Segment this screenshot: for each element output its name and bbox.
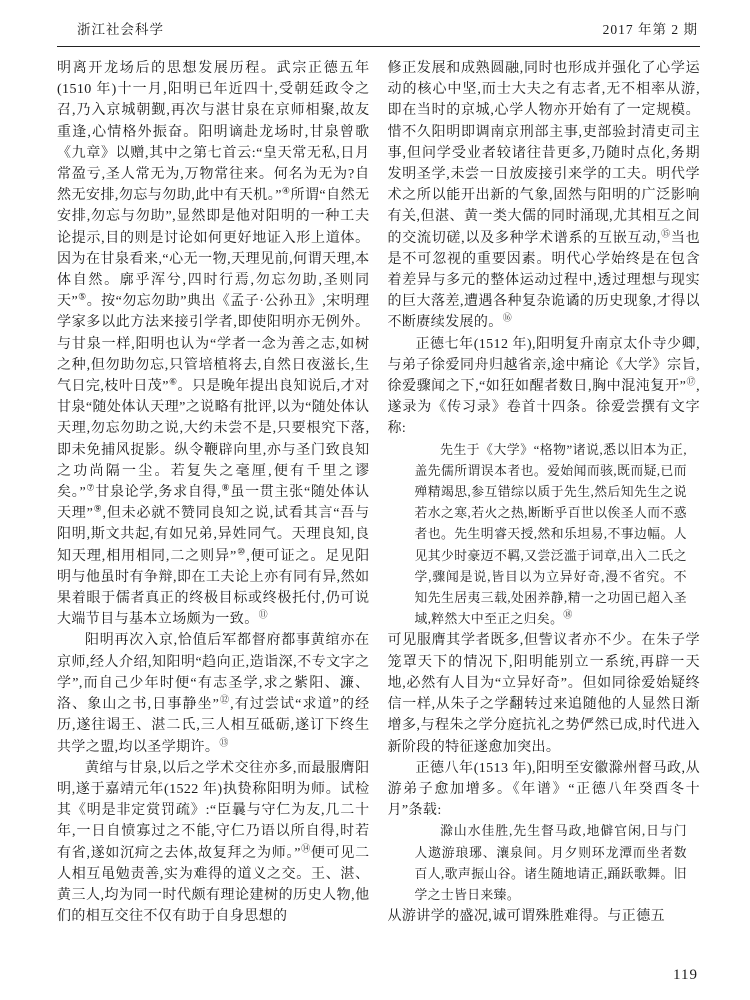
paragraph: 可见服膺其学者既多,但訾议者亦不少。在朱子学笼罩天下的情况下,阳明能别立一系统,再辟一天地,必然有人目为“立异好奇”。但如同徐爱始疑终信一样,从朱子之学翻转过来追随他的人显然日渐增多,与程朱之学分庭抗礼之势俨然已成,时代进入新阶段的特征遂愈加突出。: [387, 633, 700, 755]
paragraph: 明离开龙场后的思想发展历程。武宗正德五年(1510 年)十一月,阳明已年近四十,受朝廷政令之召,乃入京城朝觐,再次与湛甘泉在京师相聚,故友重逢,心情格外振奋。阳明谪赴龙场时,甘泉曾歌《九章》以赠,其中之第七首云:“皇天常无私,日月常盈亏,圣人常无为,万物常往来。何名为无为?自然无安排,勿忘与勿助,此中有天机。”④所谓“自然无安排,勿忘与勿助”,显然即是他对阳明的一种工夫论提示,目的则是讨论如何更好地证入形上道体。因为在甘泉看来,“心无一物,天理见前,何谓天理,本体自然。廓乎浑兮,四时行焉,勿忘勿助,圣则同天”⑤。按“勿忘勿助”典出《孟子·公孙丑》,宋明理学家多以此方法来接引学者,即使阳明亦无例外。与甘泉一样,阳明也认为“学者一念为善之志,如树之种,但勿助勿忘,只管培植将去,自然日夜滋长,生气日完,枝叶日茂”⑥。只是晚年提出良知说后,才对甘泉“随处体认天理”之说略有批评,以为“随处体认天理,勿忘勿助之说,大约未尝不是,只要根究下落,即未免捕风捉影。纵令鞭辟向里,亦与圣门致良知之功尚隔一尘。若复失之毫厘,便有千里之谬矣。”⑦甘泉论学,务求自得,⑧虽一贯主张“随处体认天理”⑨,但未必就不赞同良知之说,试看其言“吾与阳明,斯文共起,有如兄弟,异姓同气。天理良知,良知天理,相用相同,二之则异”⑩,便可证之。足见阳明与他虽时有争辩,即在工夫论上亦有同有异,然如果着眼于儒者真正的终极目标或终极托付,仍可说大端节目与基本立场颇为一致。⑪: [57, 61, 370, 628]
paragraph: 正德七年(1512 年),阳明复升南京太仆寺少卿,与弟子徐爱同舟归越省亲,途中痛论《大学》宗旨,徐爱骤闻之下,“如狂如醒者数日,胸中混沌复开”⑰,遂录为《传习录》卷首十四条。徐爱尝撰有文字称:: [387, 336, 700, 437]
page-footer: [673, 967, 698, 984]
left-column: [57, 58, 370, 958]
page-number: 119: [673, 967, 698, 983]
journal-title: 浙江社会科学: [77, 22, 164, 37]
header-rule: [57, 46, 700, 47]
text-columns: [57, 58, 700, 958]
paragraph: 从游讲学的盛况,诚可谓殊胜难得。与正德五: [387, 909, 665, 925]
block-quote: 先生于《大学》“格物”诸说,悉以旧本为正,盖先儒所谓误本者也。爱始闻而骇,既而疑,已而殚精竭思,参互错综以质于先生,然后知先生之说若水之寒,若火之热,断断乎百世以俟圣人而不惑者也。先生明睿天授,然和乐坦易,不事边幅。人见其少时豪迈不羁,又尝泛滥于词章,出入二氏之学,骤闻是说,皆目以为立异好奇,漫不省究。不知先生居夷三载,处困养静,精一之功固已超入圣域,粹然大中至正之归矣。⑱: [414, 442, 687, 627]
page-header: [57, 14, 700, 46]
paragraph: 黄绾与甘泉,以后之学术交往亦多,而最服膺阳明,遂于嘉靖元年(1522 年)执贽称阳明为师。试检其《明是非定赏罚疏》:“臣曩与守仁为友,几二十年,一日自愤寡过之不能,守仁乃语以所自得,时若有省,遂如沉疴之去体,故复拜之为师。”⑭便可见二人相互黾勉责善,实为难得的道义之交。王、湛、黄三人,均为同一时代颇有理论建树的历史人物,他们的相互交往不仅有助于自身思想的: [57, 760, 370, 925]
paragraph: 阳明再次入京,恰值后军都督府都事黄绾亦在京师,经人介绍,知阳明“趋向正,造诣深,不专文字之学”,而自己少年时便“有志圣学,求之紫阳、濂、洛、象山之书,日事静坐”⑫,有过尝试“求道”的经历,遂往谒王、湛二氏,三人相互砥砺,遂订下终生共学之盟,均以圣学期许。⑬: [57, 633, 370, 755]
right-column: [388, 58, 701, 958]
paragraph: 修正发展和成熟圆融,同时也形成并强化了心学运动的核心中坚,而士大夫之有志者,无不相率从游,即在当时的京城,心学人物亦开始有了一定规模。惜不久阳明即调南京刑部主事,吏部验封清吏司主事,但问学受业者较诸往昔更多,乃随时点化,务期发明圣学,未尝一日放废接引来学的工夫。明代学术之所以能开出新的气象,固然与阳明的广泛影响有关,但湛、黄一类大儒的同时涌现,尤其相互之间的交流切磋,以及多种学术谱系的互嵌互动,⑮当也是不可忽视的重要因素。明代心学始终是在包含着差异与多元的整体运动过程中,透过理想与现实的巨大落差,遭遇各种复杂诡谲的历史现象,才得以不断赓续发展的。⑯: [387, 61, 700, 331]
paragraph: 正德八年(1513 年),阳明至安徽滁州督马政,从游弟子愈加增多。《年谱》“正德八年癸酉冬十月”条载:: [387, 760, 700, 819]
issue-label: 2017 年第 2 期: [602, 22, 698, 37]
block-quote: 滁山水佳胜,先生督马政,地僻官闲,日与门人遨游琅琊、瀼泉间。月夕则环龙潭而坐者数百人,歌声振山谷。诸生随地请正,踊跃歌舞。旧学之士皆日来臻。: [414, 824, 687, 902]
